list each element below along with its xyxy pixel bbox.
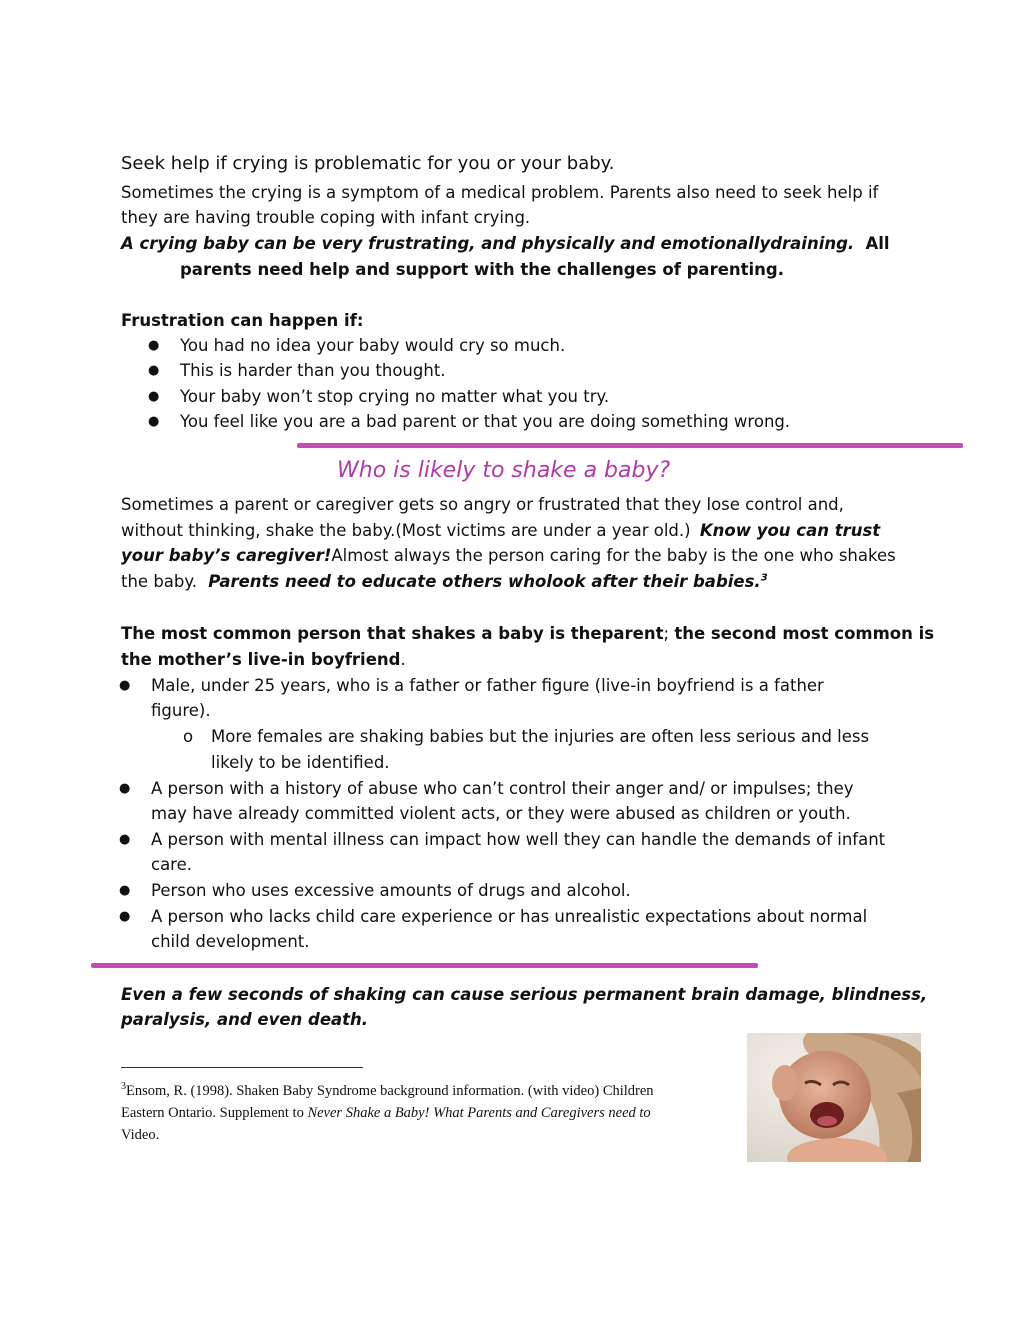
- paragraph-line: [121, 569, 768, 594]
- footnote-ref[interactable]: 3: [760, 572, 768, 584]
- emphasis-text: All: [865, 234, 890, 253]
- section-heading: Who is likely to shake a baby?: [337, 458, 671, 483]
- bullet-icon: ●: [148, 363, 160, 378]
- warning-text: paralysis, and even death.: [121, 1010, 369, 1029]
- warning-text: Even a few seconds of shaking can cause serious permanent brain damage, blindness,: [121, 985, 928, 1004]
- list-item: child development.: [151, 932, 310, 951]
- paragraph-line: they are having trouble coping with infant crying.: [121, 208, 531, 227]
- bullet-icon: ●: [119, 909, 131, 924]
- footnote-line: Video.: [121, 1127, 160, 1143]
- bullet-icon: ●: [148, 338, 160, 353]
- footnote-mark: 3: [121, 1081, 126, 1093]
- emphasis-line: [121, 231, 890, 256]
- paragraph-line: Sometimes the crying is a symptom of a medical problem. Parents also need to seek help if: [121, 183, 879, 202]
- list-item: figure).: [151, 701, 211, 720]
- paragraph-line: [121, 518, 880, 543]
- crying-baby-photo: [747, 1033, 921, 1162]
- paragraph-line: [121, 621, 934, 646]
- list-item: Male, under 25 years, who is a father or father figure (live-in boyfriend is a father: [151, 676, 824, 695]
- text-run: ;: [663, 624, 675, 643]
- list-item: Your baby won’t stop crying no matter what you try.: [180, 387, 610, 406]
- list-item: A person who lacks child care experience or has unrealistic expectations about normal: [151, 907, 868, 926]
- sub-list-item: More females are shaking babies but the injuries are often less serious and less: [211, 727, 870, 746]
- list-item: You feel like you are a bad parent or that you are doing something wrong.: [180, 412, 791, 431]
- bullet-icon: ●: [148, 389, 160, 404]
- emphasis-line: parents need help and support with the challenges of parenting.: [180, 260, 785, 279]
- text-run: your baby’s caregiver!: [121, 546, 332, 565]
- emphasis-text: A crying baby can be very frustrating, and physically and emotionallydraining.: [121, 234, 855, 253]
- bullet-icon: ●: [119, 781, 131, 796]
- footnote-line: [121, 1103, 651, 1123]
- bullet-icon: ●: [119, 883, 131, 898]
- text-run: Never Shake a Baby! What Parents and Caregivers need to: [307, 1105, 651, 1121]
- list-item: may have already committed violent acts, or they were abused as children or youth.: [151, 804, 851, 823]
- list-item: This is harder than you thought.: [180, 361, 446, 380]
- divider: [297, 443, 963, 448]
- text-run: .: [400, 650, 406, 669]
- text-run: the mother’s live-in boyfriend: [121, 650, 401, 669]
- paragraph-line: [121, 543, 896, 568]
- text-run: Almost always the person caring for the baby is the one who shakes: [331, 546, 896, 565]
- list-item: A person with a history of abuse who can’t control their anger and/ or impulses; they: [151, 779, 854, 798]
- text-run: The most common person that shakes a baby is theparent: [121, 624, 664, 643]
- sub-bullet-icon: o: [183, 727, 194, 746]
- list-item: Person who uses excessive amounts of drugs and alcohol.: [151, 881, 631, 900]
- text-run: Ensom, R. (1998). Shaken Baby Syndrome background information. (with video) Children: [126, 1083, 654, 1099]
- text-run: without thinking, shake the baby.(Most victims are under a year old.): [121, 521, 691, 540]
- footnote-line: [121, 1081, 654, 1101]
- section-heading: Seek help if crying is problematic for you or your baby.: [121, 153, 615, 174]
- bullet-icon: ●: [119, 678, 131, 693]
- footnote-separator: [121, 1067, 363, 1068]
- text-run: Know you can trust: [699, 521, 881, 540]
- crying-baby-illustration: [747, 1033, 921, 1162]
- list-item: care.: [151, 855, 193, 874]
- bullet-icon: ●: [119, 832, 131, 847]
- list-item: You had no idea your baby would cry so much.: [180, 336, 566, 355]
- text-run: the second most common is: [674, 624, 935, 643]
- text-run: Eastern Ontario. Supplement to: [121, 1105, 308, 1121]
- text-run: the baby.: [121, 572, 198, 591]
- bullet-icon: ●: [148, 414, 160, 429]
- list-title: Frustration can happen if:: [121, 311, 364, 330]
- paragraph-line: [121, 647, 406, 672]
- paragraph-line: Sometimes a parent or caregiver gets so angry or frustrated that they lose control and,: [121, 495, 844, 514]
- divider: [91, 963, 758, 968]
- text-run: Parents need to educate others wholook after their babies.: [208, 572, 761, 591]
- list-item: A person with mental illness can impact how well they can handle the demands of infant: [151, 830, 886, 849]
- sub-list-item: likely to be identified.: [211, 753, 390, 772]
